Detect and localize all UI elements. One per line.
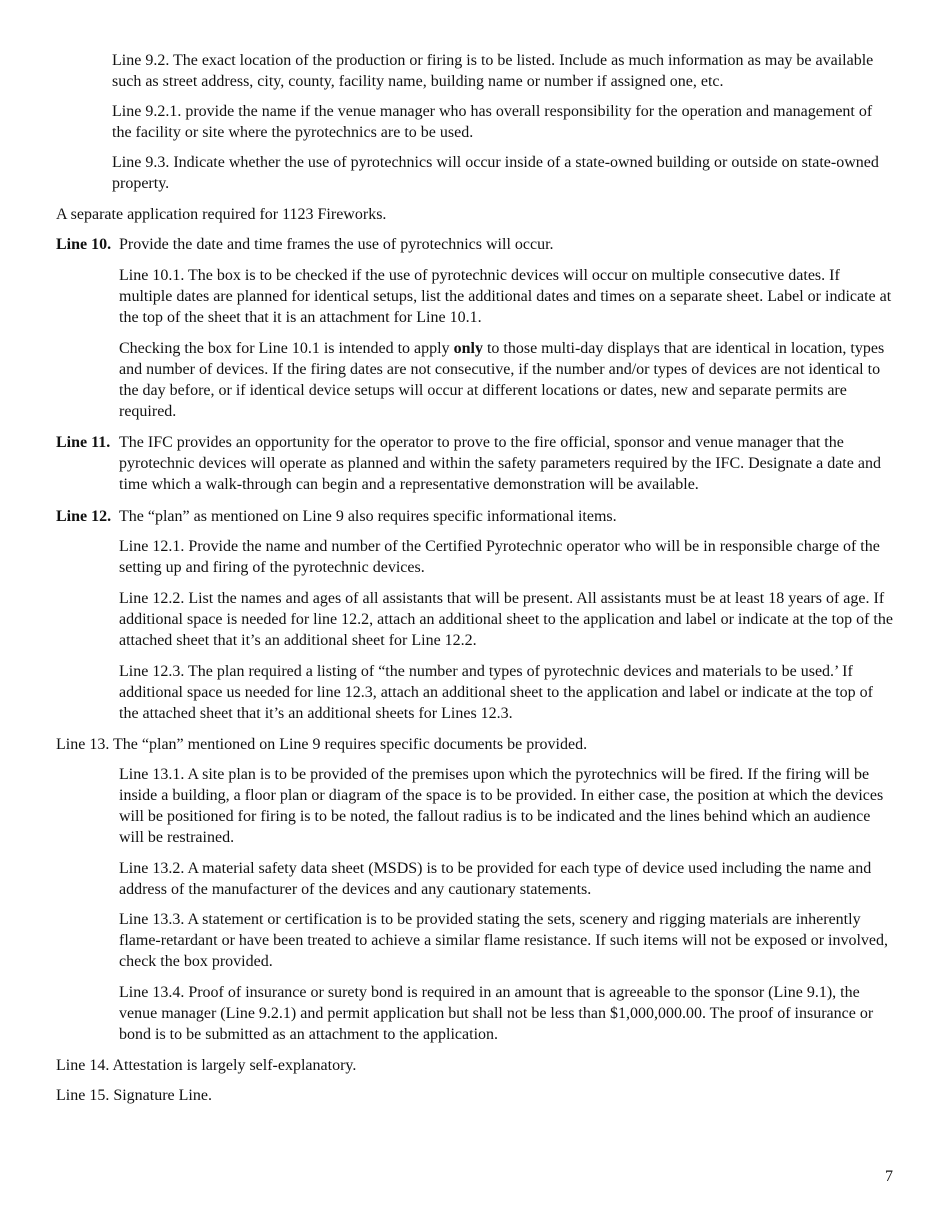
paragraph-line-13-2: Line 13.2. A material safety data sheet (MSDS) is to be provided for each type of device used including the name and address of the manufacturer of the devices and any cautionary statements.: [119, 860, 872, 898]
line-12-label: Line 12.: [56, 508, 112, 525]
paragraph-line-12: [56, 506, 894, 527]
paragraph-line-9-2-1: Line 9.2.1. provide the name if the venue manager who has overall responsibility for the operation and management of the facility or site where the pyrotechnics are to be used.: [112, 103, 873, 141]
page-number: 7: [885, 1168, 893, 1185]
paragraph-line-10-1-note: [119, 338, 893, 422]
paragraph-line-10-1: Line 10.1. The box is to be checked if the use of pyrotechnic devices will occur on multiple consecutive dates. If multiple dates are planned for identical setups, list the additional dates and times on a separate sheet. Label or indicate at the top of the sheet that it is an attachment for Line 10.1.: [119, 267, 892, 326]
paragraph-line-11: [56, 432, 894, 495]
note-emphasis-only: only: [453, 340, 483, 357]
line-11-label: Line 11.: [56, 434, 111, 451]
paragraph-line-9-2: Line 9.2. The exact location of the production or firing is to be listed. Include as much information as may be available such as street address, city, county, facility name, building name or number if assigned one, etc.: [112, 52, 874, 90]
paragraph-line-13-1: Line 13.1. A site plan is to be provided of the premises upon which the pyrotechnics will be fired. If the firing will be inside a building, a floor plan or diagram of the space is to be provided. In either case, the position at which the devices will be positioned for firing is to be noted, the fallout radius is to be indicated and the lines behind which an audience will be restrained.: [119, 766, 884, 846]
paragraph-separate-application: A separate application required for 1123 Fireworks.: [56, 206, 387, 223]
paragraph-line-12-2: Line 12.2. List the names and ages of all assistants that will be present. All assistants must be at least 18 years of age. If additional space is needed for line 12.2, attach an additional sheet to the application and label or indicate at the top of the attached sheet that it’s an additional sheet for Line 12.2.: [119, 590, 893, 649]
note-text-end: to those multi-day displays that are identical in location, types and number of devices. If the firing dates are not consecutive, if the number and/or types of devices are not identical to the day before, or if identical device setups will occur at different locations or dates, new and separate permits are required.: [119, 340, 885, 420]
note-text-start: Checking the box for Line 10.1 is intended to apply: [119, 340, 454, 357]
line-10-label: Line 10.: [56, 236, 112, 253]
paragraph-line-12-3: Line 12.3. The plan required a listing of “the number and types of pyrotechnic devices and materials to be used.’ If additional space us needed for line 12.3, attach an additional sheet to the application and label or indicate at the top of the attached sheet that it’s an additional sheets for Lines 12.3.: [119, 663, 873, 722]
paragraph-line-10: [56, 234, 894, 255]
paragraph-line-14: Line 14. Attestation is largely self-explanatory.: [56, 1057, 357, 1074]
paragraph-line-13-3: Line 13.3. A statement or certification is to be provided stating the sets, scenery and rigging materials are inherently flame-retardant or have been treated to achieve a similar flame resistance. If such items will not be exposed or involved, check the box provided.: [119, 911, 889, 970]
paragraph-line-15: Line 15. Signature Line.: [56, 1087, 212, 1104]
paragraph-line-13-4: Line 13.4. Proof of insurance or surety bond is required in an amount that is agreeable to the sponsor (Line 9.1), the venue manager (Line 9.2.1) and permit application but shall not be less than $1,000,000.00. The proof of insurance or bond is to be submitted as an attachment to the application.: [119, 984, 874, 1043]
line-12-text: The “plan” as mentioned on Line 9 also requires specific informational items.: [119, 508, 617, 525]
paragraph-line-13: Line 13. The “plan” mentioned on Line 9 requires specific documents be provided.: [56, 736, 588, 753]
paragraph-line-12-1: Line 12.1. Provide the name and number of the Certified Pyrotechnic operator who will be in responsible charge of the setting up and firing of the pyrotechnic devices.: [119, 538, 880, 576]
line-10-text: Provide the date and time frames the use of pyrotechnics will occur.: [119, 236, 554, 253]
line-11-text: The IFC provides an opportunity for the operator to prove to the fire official, sponsor and venue manager that the pyrotechnic devices will operate as planned and within the safety parameters required by the IFC. Designate a date and time which a walk-through can begin and a representative demonstration will be available.: [119, 434, 881, 493]
paragraph-line-9-3: Line 9.3. Indicate whether the use of pyrotechnics will occur inside of a state-owned building or outside on state-owned property.: [112, 154, 879, 192]
